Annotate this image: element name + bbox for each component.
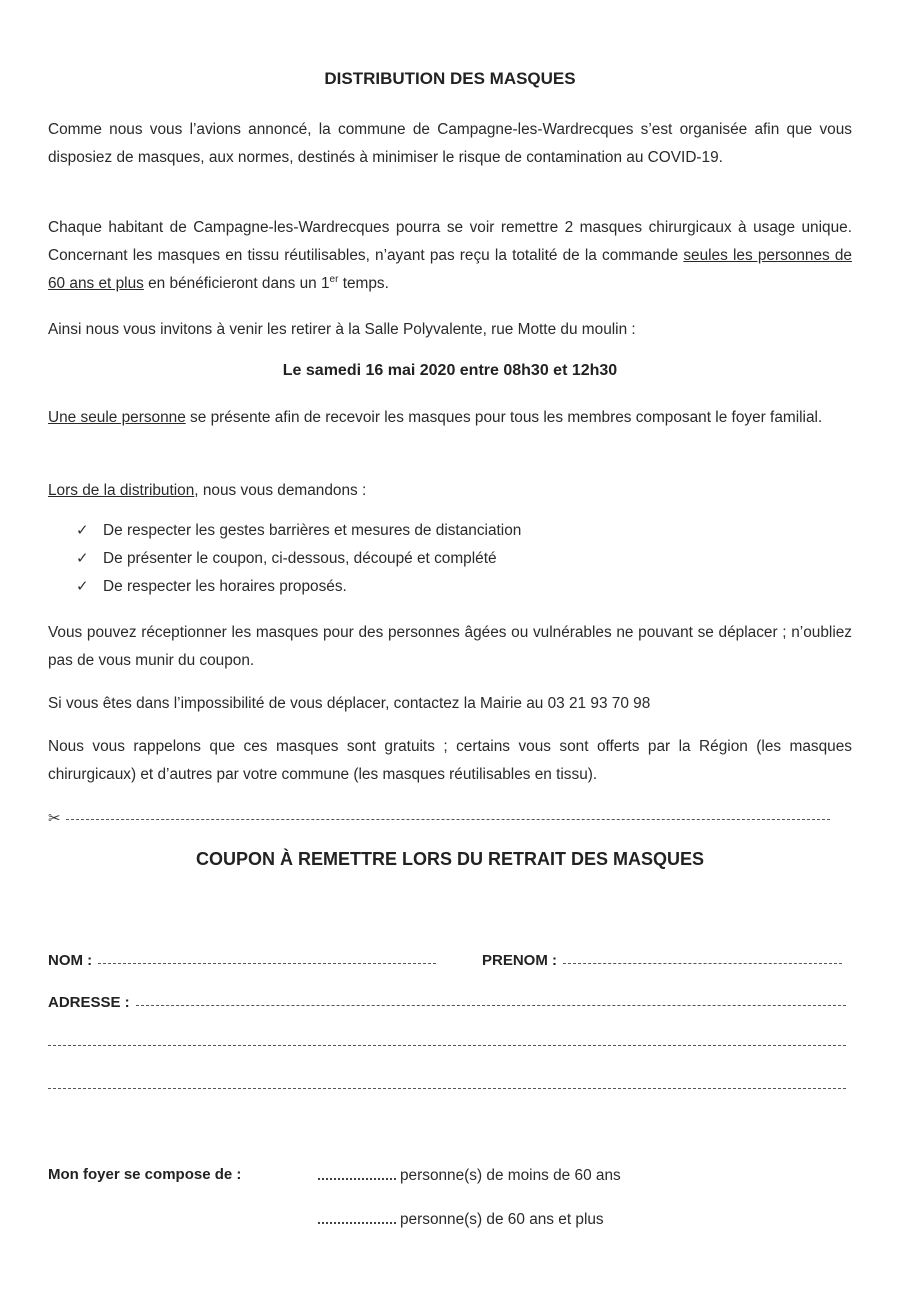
checklist-item-text: De respecter les gestes barrières et mesures de distanciation <box>103 522 522 539</box>
checklist-item <box>76 517 521 545</box>
page-title: DISTRIBUTION DES MASQUES <box>324 69 576 88</box>
adresse-field[interactable] <box>48 991 846 1011</box>
nom-label: NOM : <box>48 952 93 969</box>
during-paragraph <box>48 477 852 505</box>
foyer-label: Mon foyer se compose de : <box>48 1166 242 1183</box>
scissors-icon: ✂ <box>48 810 61 827</box>
prenom-field[interactable] <box>482 949 842 969</box>
one-person-rest: se présente afin de recevoir les masques pour tous les membres composant le foyer familial. <box>185 409 823 426</box>
masks-underlined: seules les personnes de 60 ans et plus <box>48 247 852 292</box>
checkmark-icon: ✓ <box>76 550 89 567</box>
during-rest: , nous vous demandons : <box>194 482 367 499</box>
masks-text-c: temps. <box>338 275 389 292</box>
one-person-underlined: Une seule personne <box>48 409 186 426</box>
one-person-paragraph <box>48 404 852 432</box>
checklist <box>76 517 521 601</box>
over-60-label: personne(s) de 60 ans et plus <box>400 1211 604 1228</box>
invite-paragraph: Ainsi nous vous invitons à venir les retirer à la Salle Polyvalente, rue Motte du moulin : <box>48 321 636 338</box>
adresse-blank-line-3[interactable] <box>48 1088 846 1089</box>
intro-paragraph: Comme nous vous l’avions annoncé, la commune de Campagne-les-Wardrecques s’est organisée afin que vous disposiez de masques, aux normes, destinés à minimiser le risque de contamination au COVID-19. <box>48 121 852 166</box>
checklist-item <box>76 545 521 573</box>
distribution-date: Le samedi 16 mai 2020 entre 08h30 et 12h30 <box>282 362 618 379</box>
masks-superscript: er <box>329 273 339 285</box>
checkmark-icon: ✓ <box>76 578 89 595</box>
prenom-blank[interactable] <box>563 963 842 964</box>
under-60-blank[interactable] <box>318 1166 396 1180</box>
vulnerable-paragraph: Vous pouvez réceptionner les masques pour des personnes âgées ou vulnérables ne pouvant se déplacer ; n’oubliez pas de vous munir du coupon. <box>48 624 852 669</box>
nom-blank[interactable] <box>98 963 436 964</box>
nom-field[interactable] <box>48 949 436 969</box>
count-over-60-row[interactable] <box>318 1210 604 1229</box>
contact-paragraph: Si vous êtes dans l’impossibilité de vous déplacer, contactez la Mairie au 03 21 93 70 98 <box>48 695 651 712</box>
count-under-60-row[interactable] <box>318 1166 621 1185</box>
cut-dashes <box>66 819 830 820</box>
adresse-blank[interactable] <box>136 1005 846 1006</box>
masks-text-b: en bénéficieront dans un 1 <box>143 275 330 292</box>
coupon-title: COUPON À REMETTRE LORS DU RETRAIT DES MASQUES <box>195 849 705 869</box>
adresse-label: ADRESSE : <box>48 994 130 1011</box>
over-60-blank[interactable] <box>318 1210 396 1224</box>
adresse-blank-line-2[interactable] <box>48 1045 846 1046</box>
free-masks-paragraph: Nous vous rappelons que ces masques sont gratuits ; certains vous sont offerts par la Région (les masques chirurgicaux) et d’autres par votre commune (les masques réutilisables en tissu). <box>48 738 852 783</box>
checklist-item-text: De présenter le coupon, ci-dessous, découpé et complété <box>103 550 497 567</box>
during-underlined: Lors de la distribution <box>48 482 195 499</box>
under-60-label: personne(s) de moins de 60 ans <box>400 1167 621 1184</box>
prenom-label: PRENOM : <box>482 952 557 969</box>
cut-line <box>48 808 830 828</box>
masks-text-a: Chaque habitant de Campagne-les-Wardrecques pourra se voir remettre 2 masques chirurgicaux à usage unique. Concernant les masques en tissu réutilisables, n’ayant pas reçu la totalité de la commande <box>48 219 852 264</box>
checklist-item <box>76 573 521 601</box>
masks-paragraph <box>48 214 852 298</box>
checklist-item-text: De respecter les horaires proposés. <box>103 578 347 595</box>
checkmark-icon: ✓ <box>76 522 89 539</box>
